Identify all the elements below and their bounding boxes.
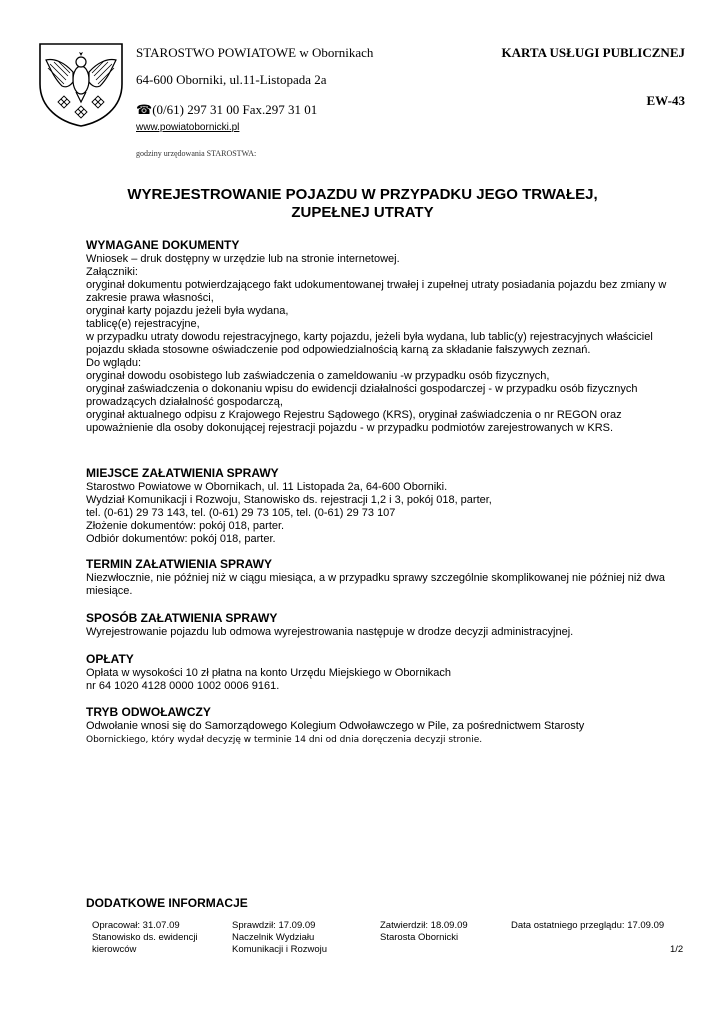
section-heading: WYMAGANE DOKUMENTY [86,238,240,252]
place-line: Odbiór dokumentów: pokój 018, parter. [86,533,276,545]
section-heading: MIEJSCE ZAŁATWIENIA SPRAWY [86,466,279,480]
list-item: Wniosek – druk dostępny w urzędzie lub na stronie internetowej. [86,253,400,265]
office-hours: godziny urzędowania STAROSTWA: [136,149,257,158]
method-text: Wyrejestrowanie pojazdu lub odmowa wyrejestrowania następuje w drodze decyzji administracyjnej. [86,626,574,638]
office-name: STAROSTWO POWIATOWE w Obornikach [136,45,374,60]
place-line: tel. (0-61) 29 73 143, tel. (0-61) 29 73 105, tel. (0-61) 29 73 107 [86,507,396,519]
office-address: 64-600 Oborniki, ul.11-Listopada 2a [136,72,327,87]
list-item: w przypadku utraty dowodu rejestracyjnego, karty pojazdu, jeżeli była wydana, lub tablic(y) rejestracyjnych właściciel pojazdu składa stosowne oświadczenie pod odpowiedzialnością karną za składanie fałszywych zeznań. [86,331,653,356]
list-item: oryginał karty pojazdu jeżeli była wydana, [86,305,289,317]
attachments-label: Załączniki: [86,266,138,278]
list-item: oryginał aktualnego odpisu z Krajowego Rejestru Sądowego (KRS), oryginał zaświadczenia o nr REGON oraz upoważnienie dla osoby dokonującej rejestracji pojazdu - w przypadku podmiotów zarejestrowanych w KRS. [86,409,622,434]
page-number: 1/2 [670,944,684,955]
additional-info-heading: DODATKOWE INFORMACJE [86,896,248,910]
title-line-1: WYREJESTROWANIE POJAZDU W PRZYPADKU JEGO TRWAŁEJ, [127,186,598,203]
fee-line: Opłata w wysokości 10 zł płatna na konto Urzędu Miejskiego w Obornikach [86,667,452,679]
list-item: oryginał zaświadczenia o dokonaniu wpisu do ewidencji działalności gospodarczej - w przypadku osób fizycznych prowadzących działalność gospodarczą, [86,383,638,408]
section-heading: TERMIN ZAŁATWIENIA SPRAWY [86,557,272,571]
list-item: oryginał dokumentu potwierdzającego fakt udokumentowanej trwałej i zupełnej utraty posiadania pojazdu bez zmiany w zakresie prawa własności, [86,279,667,304]
footer-prepared: Opracował: 31.07.09 Stanowisko ds. ewidencji kierowców [92,920,198,955]
list-item: tablicę(e) rejestracyjne, [86,318,200,330]
place-line: Wydział Komunikacji i Rozwoju, Stanowisko ds. rejestracji 1,2 i 3, pokój 018, parter, [86,494,492,506]
appeal-line: Obornickiego, który wydał decyzję w terminie 14 dni od dnia doręczenia decyzji stronie. [86,735,483,745]
place-line: Złożenie dokumentów: pokój 018, parter. [86,520,285,532]
fee-section [86,652,686,693]
time-text: Niezwłocznie, nie później niż w ciągu miesiąca, a w przypadku sprawy szczególnie skomplikowanej nie później niż dwa miesiące. [86,572,665,597]
office-phone: ☎(0/61) 297 31 00 Fax.297 31 01 [136,102,318,117]
page-title [60,186,665,222]
inspection-label: Do wglądu: [86,357,142,369]
coat-of-arms-icon [36,40,126,128]
section-heading: SPOSÓB ZAŁATWIENIA SPRAWY [86,611,278,625]
appeal-line: Odwołanie wnosi się do Samorządowego Kolegium Odwoławczego w Pile, za pośrednictwem Starosty [86,720,585,732]
appeal-section [86,705,686,747]
method-section [86,611,686,639]
footer-review-date: Data ostatniego przeglądu: 17.09.09 [511,920,665,931]
place-line: Starostwo Powiatowe w Obornikach, ul. 11 Listopada 2a, 64-600 Oborniki. [86,481,448,493]
footer-approved: Zatwierdził: 18.09.09 Starosta Obornicki [380,920,468,943]
section-heading: OPŁATY [86,652,134,666]
list-item: oryginał dowodu osobistego lub zaświadczenia o zameldowaniu -w przypadku osób fizycznych, [86,370,550,382]
document-type: KARTA USŁUGI PUBLICZNEJ [501,45,685,60]
place-section [86,466,686,546]
time-section [86,557,686,598]
fee-account: nr 64 1020 4128 0000 1002 0006 9161. [86,680,280,692]
title-line-2: ZUPEŁNEJ UTRATY [291,204,434,221]
section-heading: TRYB ODWOŁAWCZY [86,705,211,719]
document-code: EW-43 [646,93,685,108]
website-link[interactable]: www.powiatobornicki.pl [136,122,240,133]
required-documents-section [86,238,686,435]
footer-checked: Sprawdził: 17.09.09 Naczelnik Wydziału Komunikacji i Rozwoju [232,920,328,955]
